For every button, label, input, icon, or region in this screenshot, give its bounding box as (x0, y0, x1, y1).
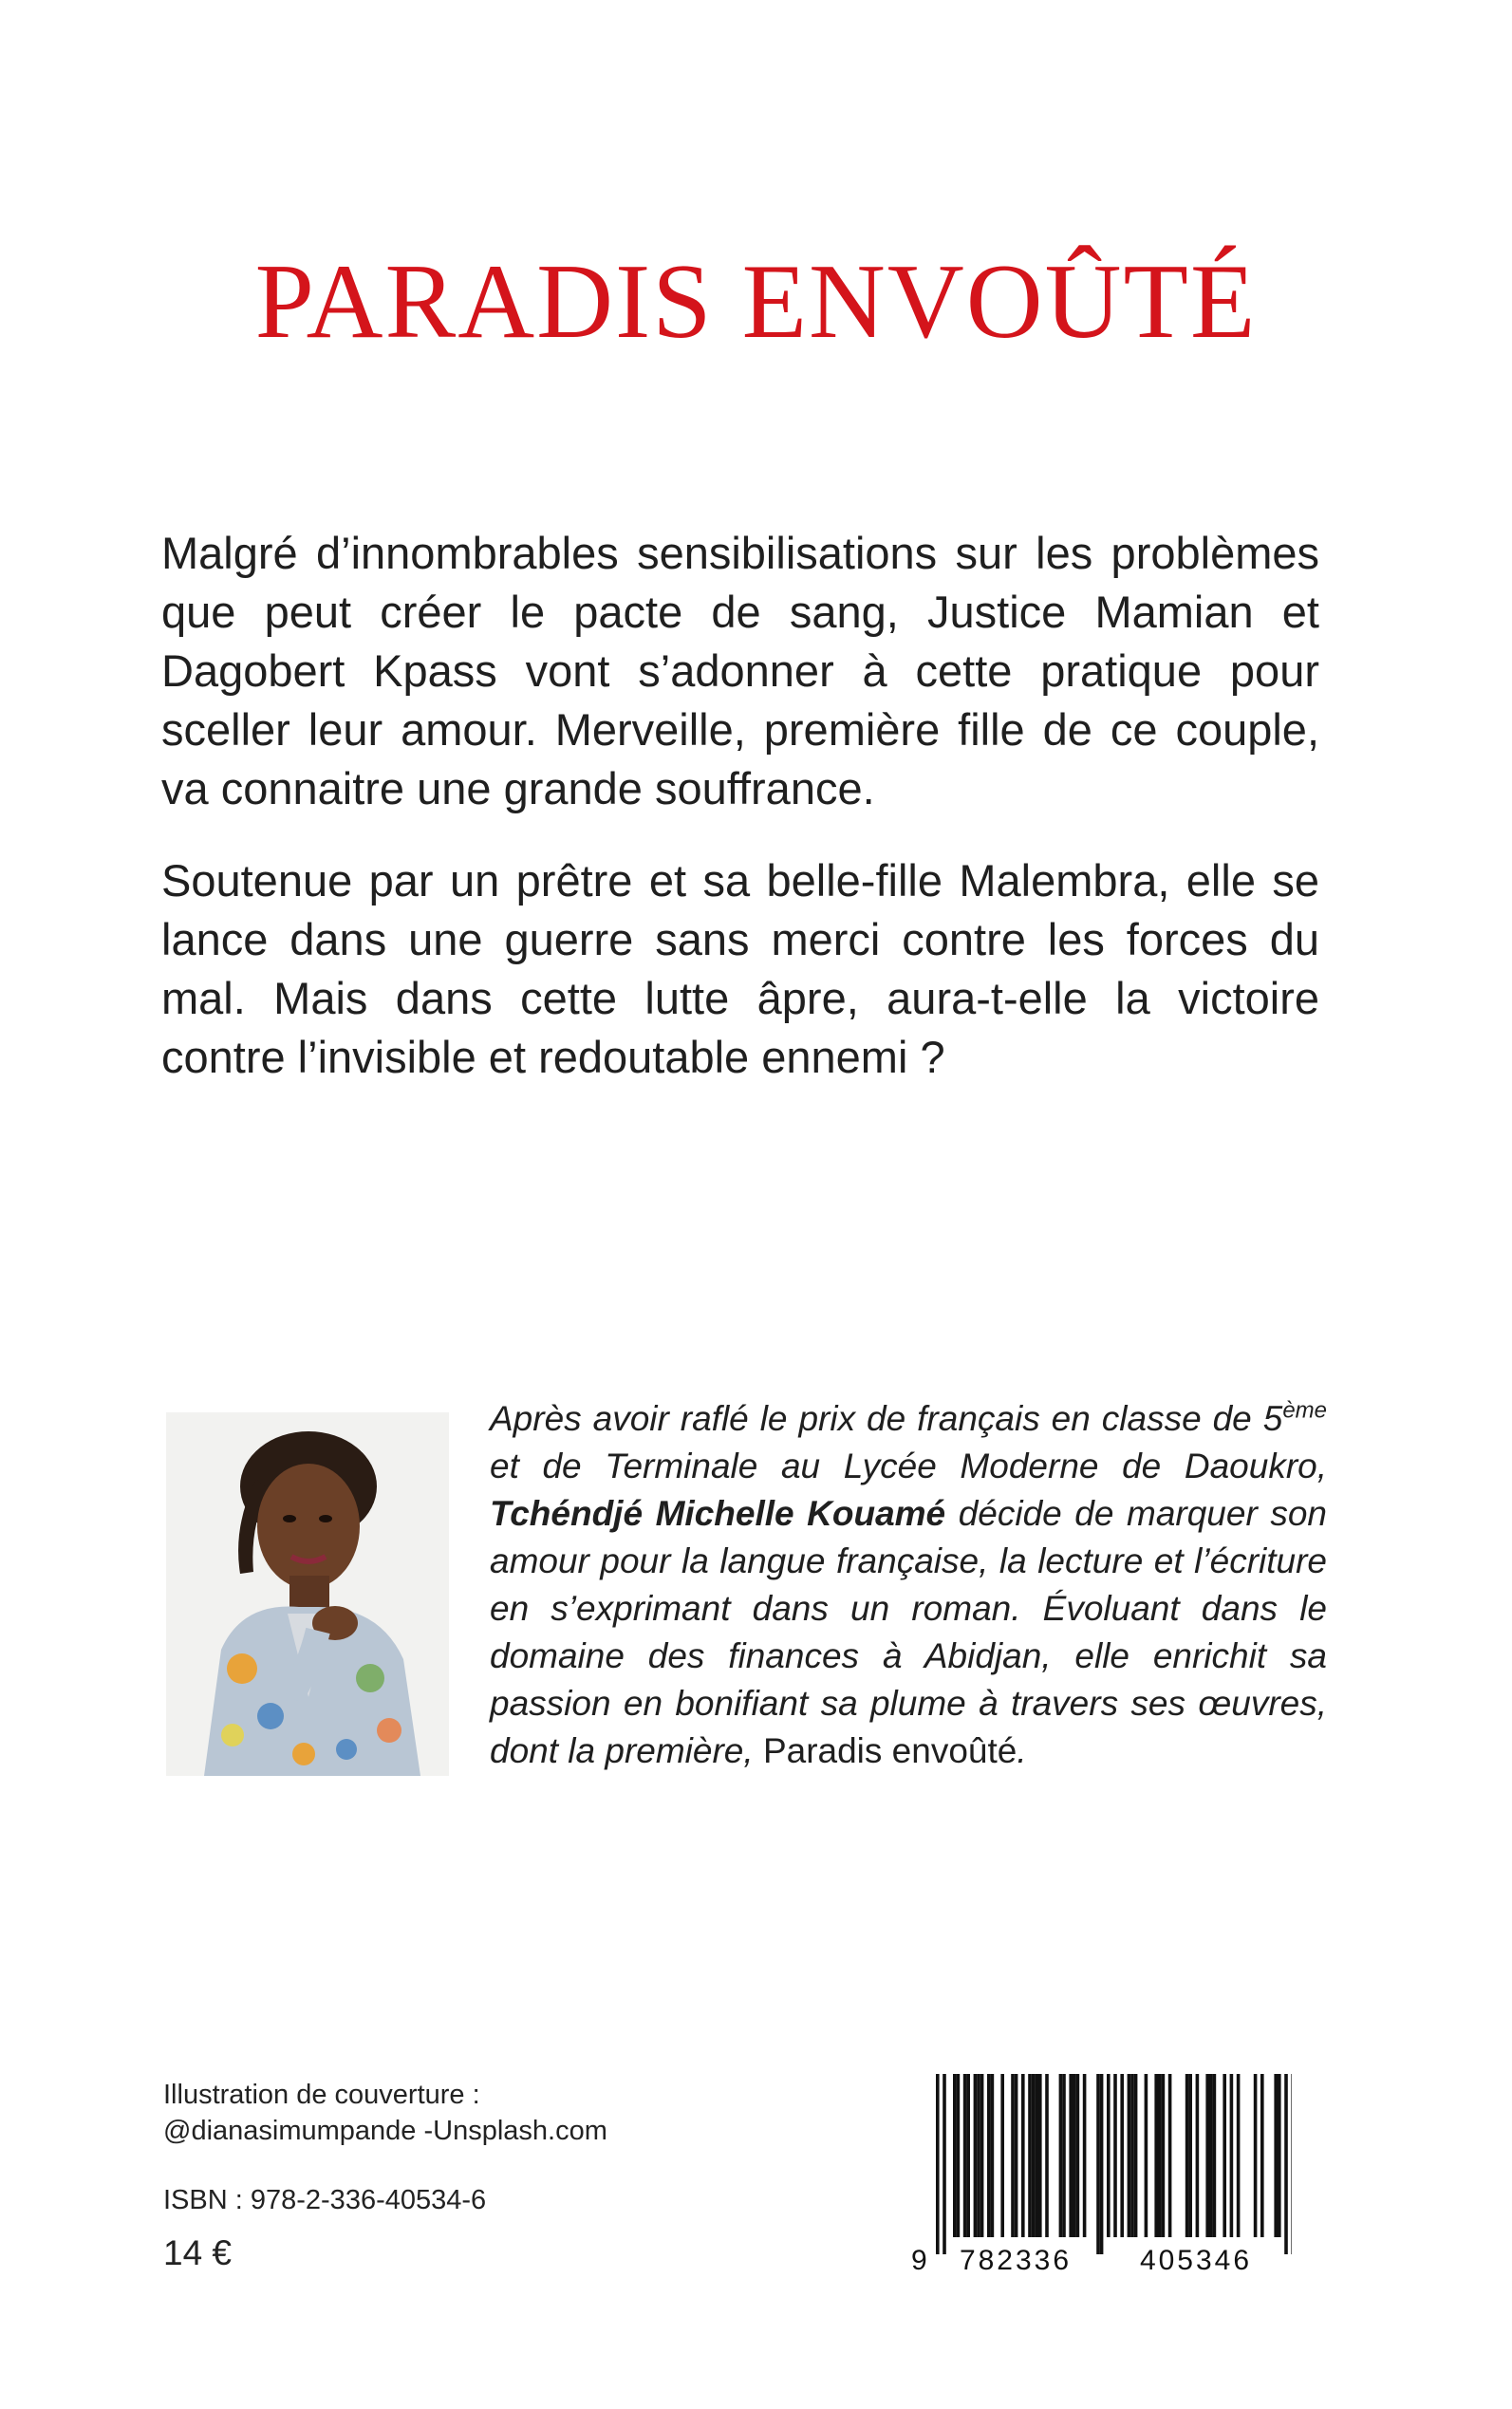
barcode-digit-first: 9 (911, 2245, 927, 2276)
barcode-bar (1205, 2074, 1209, 2237)
book-title: PARADIS ENVOÛTÉ (254, 243, 1258, 361)
barcode-bar (1185, 2074, 1189, 2237)
illustration-credit-source: @dianasimumpande -Unsplash.com (163, 2116, 607, 2146)
barcode-digits-right: 405346 (1139, 2245, 1253, 2276)
barcode-bar (936, 2074, 940, 2254)
bio-text-2: et de Terminale au Lycée Moderne de Daoukro, (490, 1447, 1327, 1485)
price: 14 € (163, 2233, 233, 2272)
barcode-bar (1015, 2074, 1018, 2237)
barcode-bar (1107, 2074, 1111, 2237)
barcode-bar (953, 2074, 957, 2237)
barcode-bar (1028, 2074, 1032, 2237)
barcode-bar (1145, 2074, 1148, 2237)
bio-text-3: décide de marquer son amour pour la langue française, la lecture et l’écriture en s’exprimant dans un roman. Évoluant dans le domaine des finances à Abidjan, elle enrichit sa passion en bonifiant sa plume à travers ses œuvres, dont la première, (490, 1494, 1327, 1770)
barcode-bar (1073, 2074, 1076, 2237)
barcode-bar (1011, 2074, 1015, 2237)
barcode-bars (936, 2074, 1292, 2254)
barcode-bar (1120, 2074, 1124, 2237)
author-name: Tchéndjé Michelle Kouamé (490, 1494, 946, 1533)
barcode-bar (1188, 2074, 1192, 2237)
barcode-bar (1223, 2074, 1226, 2237)
barcode-bar (957, 2074, 961, 2237)
barcode-bar (1158, 2074, 1162, 2237)
blurb-paragraph-2: Soutenue par un prêtre et sa belle-fille Malembra, elle se lance dans une guerre sans merci contre les forces du mal. Mais dans cette lutte âpre, aura-t-elle la victoire contre l’invisible et redoutable ennemi ? (161, 855, 1319, 1082)
barcode-bar (1062, 2074, 1066, 2237)
author-portrait-illustration (166, 1412, 449, 1776)
bio-book-reference: Paradis envoûté (762, 1731, 1017, 1770)
barcode-bar (1134, 2074, 1138, 2237)
barcode-bar (977, 2074, 980, 2237)
barcode-bar (1069, 2074, 1073, 2237)
barcode-bar (1096, 2074, 1100, 2254)
barcode-bar (1130, 2074, 1134, 2237)
barcode-bar (1045, 2074, 1049, 2237)
barcode-bar (1100, 2074, 1104, 2254)
barcode-bar (1083, 2074, 1087, 2237)
barcode-bar (1113, 2074, 1117, 2237)
barcode-bar (1260, 2074, 1264, 2237)
illustration-credit-label: Illustration de couverture : (163, 2080, 480, 2110)
barcode-bar (987, 2074, 991, 2237)
bio-text-1: Après avoir raflé le prix de français en classe de 5 (490, 1399, 1283, 1438)
barcode-bar (1284, 2074, 1288, 2254)
isbn: ISBN : 978-2-336-40534-6 (163, 2185, 487, 2215)
author-photo (166, 1412, 449, 1776)
barcode-bar (1230, 2074, 1234, 2237)
illustration-credit (163, 2077, 607, 2149)
barcode-bar (1274, 2074, 1278, 2237)
bio-text-4: . (1017, 1731, 1027, 1770)
barcode-bar (991, 2074, 995, 2237)
barcode (909, 2070, 1292, 2276)
barcode-bar (1128, 2074, 1131, 2237)
barcode-bar (1154, 2074, 1158, 2237)
barcode-bar (1254, 2074, 1258, 2237)
barcode-bar (974, 2074, 978, 2237)
barcode-bar (966, 2074, 970, 2237)
barcode-bar (1196, 2074, 1200, 2237)
barcode-bar (1162, 2074, 1166, 2237)
barcode-bar (1168, 2074, 1172, 2237)
author-bio (490, 1395, 1327, 1775)
bio-superscript: ème (1282, 1397, 1327, 1424)
barcode-bar (1291, 2074, 1292, 2254)
barcode-bar (1032, 2074, 1036, 2237)
barcode-bar (1209, 2074, 1213, 2237)
barcode-bar (1213, 2074, 1217, 2237)
barcode-bar (1076, 2074, 1080, 2237)
barcode-bar (1038, 2074, 1042, 2237)
barcode-digits-left: 782336 (959, 2245, 1073, 2276)
barcode-bar (1237, 2074, 1241, 2237)
barcode-bar (1059, 2074, 1063, 2237)
barcode-bar (1278, 2074, 1281, 2237)
barcode-bar (1000, 2074, 1004, 2237)
barcode-bar (1021, 2074, 1025, 2237)
barcode-bar (980, 2074, 984, 2237)
barcode-bar (963, 2074, 967, 2237)
barcode-bar (1035, 2074, 1038, 2237)
blurb-paragraph-1: Malgré d’innombrables sensibilisations sur les problèmes que peut créer le pacte de sang, Justice Mamian et Dagobert Kpass vont s’adonner à cette pratique pour sceller leur amour. Merveille, première fille de ce couple, va connaitre une grande souffrance. (161, 528, 1319, 813)
barcode-bar (943, 2074, 946, 2254)
